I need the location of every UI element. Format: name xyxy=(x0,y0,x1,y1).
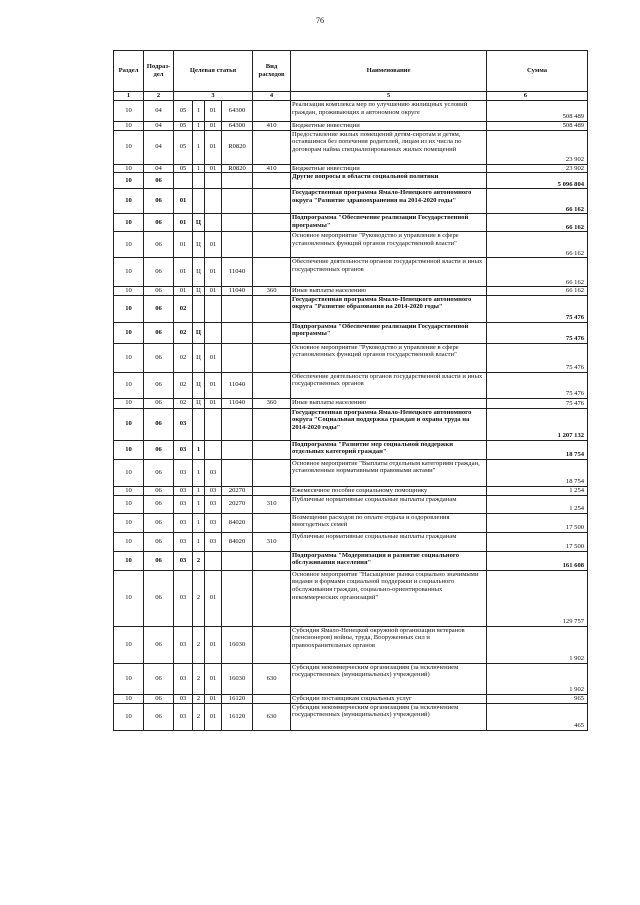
header-naimenovanie: Наименование xyxy=(291,51,487,92)
cell-vid xyxy=(253,513,291,532)
table-row xyxy=(114,287,588,296)
cell-razdel: 10 xyxy=(114,398,144,408)
cell-direction: 11040 xyxy=(222,398,253,408)
cell-naimenovanie: Публичные нормативные социальные выплаты гражданам xyxy=(291,495,487,513)
cell-subprogram: 1 xyxy=(193,513,205,532)
cell-direction: R0820 xyxy=(222,164,253,173)
cell-event: 01 xyxy=(205,626,222,663)
cell-subprogram: Ц xyxy=(193,214,205,232)
cell-podrazdel: 04 xyxy=(144,164,174,173)
cell-event: 01 xyxy=(205,694,222,703)
table-row xyxy=(114,486,588,495)
cell-naimenovanie: Обеспечение деятельности органов государственной власти и иных государственных органов xyxy=(291,372,487,398)
cell-vid: 630 xyxy=(253,663,291,694)
cell-program xyxy=(174,173,193,189)
cell-vid: 310 xyxy=(253,532,291,551)
cell-subprogram: 1 xyxy=(193,122,205,131)
cell-summa: 75 476 xyxy=(487,343,588,372)
cell-razdel: 10 xyxy=(114,130,144,164)
cell-subprogram: Ц xyxy=(193,258,205,287)
cell-event xyxy=(205,408,222,440)
cell-event xyxy=(205,214,222,232)
cell-event: 01 xyxy=(205,570,222,626)
cell-razdel: 10 xyxy=(114,164,144,173)
cell-podrazdel: 06 xyxy=(144,343,174,372)
cell-summa: 66 162 xyxy=(487,189,588,214)
cell-naimenovanie: Субсидии поставщикам социальных услуг xyxy=(291,694,487,703)
budget-table xyxy=(113,50,588,731)
cell-summa: 18 754 xyxy=(487,440,588,459)
cell-podrazdel: 06 xyxy=(144,486,174,495)
cell-razdel: 10 xyxy=(114,322,144,343)
cell-direction: 64300 xyxy=(222,101,253,122)
table-row xyxy=(114,101,588,122)
cell-summa: 5 096 804 xyxy=(487,173,588,189)
cell-program: 03 xyxy=(174,532,193,551)
cell-program: 05 xyxy=(174,122,193,131)
cell-program: 05 xyxy=(174,164,193,173)
cell-naimenovanie: Публичные нормативные социальные выплаты гражданам xyxy=(291,532,487,551)
cell-vid xyxy=(253,408,291,440)
cell-naimenovanie: Бюджетные инвестиции xyxy=(291,164,487,173)
cell-subprogram: Ц xyxy=(193,372,205,398)
cell-vid xyxy=(253,626,291,663)
table-row xyxy=(114,398,588,408)
cell-subprogram xyxy=(193,173,205,189)
cell-razdel: 10 xyxy=(114,189,144,214)
cell-direction xyxy=(222,343,253,372)
cell-naimenovanie: Государственная программа Ямало-Ненецкого автономного округа "Развитие образования на 2014-2020 годы" xyxy=(291,295,487,322)
cell-naimenovanie: Подпрограмма "Развитие мер социальной поддержки отдельных категорий граждан" xyxy=(291,440,487,459)
cell-naimenovanie: Реализация комплекса мер по улучшению жилищных условий граждан, проживающих в автономном округе xyxy=(291,101,487,122)
cell-program: 03 xyxy=(174,694,193,703)
cell-program: 02 xyxy=(174,372,193,398)
cell-vid xyxy=(253,232,291,258)
cell-event xyxy=(205,189,222,214)
table-row xyxy=(114,122,588,131)
cell-vid xyxy=(253,189,291,214)
cell-vid xyxy=(253,322,291,343)
cell-razdel: 10 xyxy=(114,513,144,532)
cell-naimenovanie: Подпрограмма "Модернизация и развитие социального обслуживания населения" xyxy=(291,551,487,570)
cell-direction: 20270 xyxy=(222,495,253,513)
cell-naimenovanie: Другие вопросы в области социальной политики xyxy=(291,173,487,189)
cell-program: 03 xyxy=(174,570,193,626)
table-row xyxy=(114,408,588,440)
cell-program: 03 xyxy=(174,486,193,495)
cell-direction: 16120 xyxy=(222,694,253,703)
cell-vid: 630 xyxy=(253,703,291,730)
cell-program: 02 xyxy=(174,322,193,343)
cell-vid: 310 xyxy=(253,495,291,513)
cell-razdel: 10 xyxy=(114,486,144,495)
cell-summa: 965 xyxy=(487,694,588,703)
cell-program: 03 xyxy=(174,703,193,730)
cell-podrazdel: 06 xyxy=(144,398,174,408)
cell-summa: 23 902 xyxy=(487,164,588,173)
cell-program: 03 xyxy=(174,495,193,513)
cell-subprogram: 2 xyxy=(193,703,205,730)
cell-podrazdel: 06 xyxy=(144,287,174,296)
cell-event: 03 xyxy=(205,495,222,513)
cell-program: 03 xyxy=(174,513,193,532)
cell-subprogram: 2 xyxy=(193,663,205,694)
cell-razdel: 10 xyxy=(114,459,144,486)
cell-naimenovanie: Основное мероприятие "Выплаты отдельным категориям граждан, установленные нормативными правовыми актами" xyxy=(291,459,487,486)
cell-direction: 11040 xyxy=(222,372,253,398)
cell-vid xyxy=(253,459,291,486)
cell-summa: 1 207 132 xyxy=(487,408,588,440)
header-celevaya-statya: Целевая статья xyxy=(174,51,253,92)
table-row xyxy=(114,551,588,570)
cell-subprogram: 1 xyxy=(193,495,205,513)
cell-razdel: 10 xyxy=(114,663,144,694)
cell-summa: 66 162 xyxy=(487,258,588,287)
cell-vid xyxy=(253,486,291,495)
cell-razdel: 10 xyxy=(114,343,144,372)
cell-program: 03 xyxy=(174,626,193,663)
cell-program: 03 xyxy=(174,459,193,486)
cell-direction: R0820 xyxy=(222,130,253,164)
cell-event: 01 xyxy=(205,663,222,694)
cell-vid xyxy=(253,173,291,189)
cell-razdel: 10 xyxy=(114,440,144,459)
cell-program: 01 xyxy=(174,258,193,287)
cell-program: 01 xyxy=(174,232,193,258)
cell-event: 03 xyxy=(205,486,222,495)
cell-vid xyxy=(253,570,291,626)
header-vid-raskhodov: Вид расходов xyxy=(253,51,291,92)
cell-naimenovanie: Субсидии некоммерческим организациям (за исключением государственных (муниципальных) учреждений) xyxy=(291,663,487,694)
cell-razdel: 10 xyxy=(114,101,144,122)
cell-naimenovanie: Государственная программа Ямало-Ненецкого автономного округа "Развитие здравоохранения на 2014-2020 годы" xyxy=(291,189,487,214)
cell-subprogram xyxy=(193,189,205,214)
cell-podrazdel: 04 xyxy=(144,130,174,164)
cell-direction xyxy=(222,295,253,322)
cell-direction xyxy=(222,232,253,258)
column-number: 3 xyxy=(174,92,253,101)
cell-naimenovanie: Бюджетные инвестиции xyxy=(291,122,487,131)
table-row xyxy=(114,703,588,730)
cell-razdel: 10 xyxy=(114,258,144,287)
cell-direction: 11040 xyxy=(222,287,253,296)
cell-summa: 17 500 xyxy=(487,532,588,551)
cell-vid xyxy=(253,295,291,322)
cell-direction xyxy=(222,440,253,459)
cell-naimenovanie: Основное мероприятие "Руководство и управление в сфере установленных функций органов государственной власти" xyxy=(291,343,487,372)
cell-program: 01 xyxy=(174,214,193,232)
cell-summa: 129 757 xyxy=(487,570,588,626)
cell-subprogram: Ц xyxy=(193,322,205,343)
cell-direction: 16030 xyxy=(222,626,253,663)
cell-podrazdel: 06 xyxy=(144,372,174,398)
cell-subprogram: 1 xyxy=(193,164,205,173)
cell-direction xyxy=(222,189,253,214)
header-podrazdel: Подраз- дел xyxy=(144,51,174,92)
cell-razdel: 10 xyxy=(114,214,144,232)
cell-naimenovanie: Предоставление жилых помещений детям-сиротам и детям, оставшимся без попечения родителей, лицам из их числа по договорам найма специализированных жилых помещений xyxy=(291,130,487,164)
cell-program: 01 xyxy=(174,287,193,296)
table-row xyxy=(114,322,588,343)
table-row xyxy=(114,513,588,532)
cell-podrazdel: 06 xyxy=(144,295,174,322)
cell-podrazdel: 06 xyxy=(144,551,174,570)
column-number: 2 xyxy=(144,92,174,101)
cell-direction xyxy=(222,459,253,486)
cell-subprogram: Ц xyxy=(193,398,205,408)
cell-subprogram: 2 xyxy=(193,694,205,703)
cell-vid xyxy=(253,101,291,122)
table-row xyxy=(114,440,588,459)
cell-event: 01 xyxy=(205,703,222,730)
header-razdel: Раздел xyxy=(114,51,144,92)
cell-summa: 75 476 xyxy=(487,372,588,398)
cell-direction: 84020 xyxy=(222,513,253,532)
cell-vid: 410 xyxy=(253,164,291,173)
table-row xyxy=(114,372,588,398)
cell-subprogram: 2 xyxy=(193,570,205,626)
cell-direction xyxy=(222,322,253,343)
table-row xyxy=(114,570,588,626)
table-row xyxy=(114,164,588,173)
cell-naimenovanie: Подпрограмма "Обеспечение реализации Государственной программы" xyxy=(291,214,487,232)
cell-direction xyxy=(222,173,253,189)
cell-event: 01 xyxy=(205,122,222,131)
cell-summa: 75 476 xyxy=(487,322,588,343)
table-row xyxy=(114,232,588,258)
cell-event: 01 xyxy=(205,372,222,398)
table-row xyxy=(114,214,588,232)
cell-direction: 64300 xyxy=(222,122,253,131)
cell-summa: 66 162 xyxy=(487,287,588,296)
cell-vid xyxy=(253,440,291,459)
cell-naimenovanie: Основное мероприятие "Насыщение рынка социально значимыми видами и формами социальной поддержки и социального обслуживания граждан, социально-ориентированных некоммерческих организаций" xyxy=(291,570,487,626)
table-row xyxy=(114,663,588,694)
cell-summa: 1 902 xyxy=(487,663,588,694)
cell-program: 02 xyxy=(174,398,193,408)
cell-naimenovanie: Основное мероприятие "Руководство и управление в сфере установленных функций органов государственной власти" xyxy=(291,232,487,258)
cell-program: 02 xyxy=(174,343,193,372)
cell-event: 01 xyxy=(205,287,222,296)
cell-vid xyxy=(253,130,291,164)
table-row xyxy=(114,532,588,551)
cell-program: 03 xyxy=(174,440,193,459)
cell-summa: 66 162 xyxy=(487,214,588,232)
cell-vid xyxy=(253,343,291,372)
cell-razdel: 10 xyxy=(114,372,144,398)
cell-summa: 1 254 xyxy=(487,495,588,513)
cell-razdel: 10 xyxy=(114,287,144,296)
cell-naimenovanie: Государственная программа Ямало-Ненецкого автономного округа "Социальная поддержка граждан и охрана труда на 2014-2020 годы" xyxy=(291,408,487,440)
cell-vid xyxy=(253,258,291,287)
cell-podrazdel: 04 xyxy=(144,101,174,122)
cell-vid: 360 xyxy=(253,287,291,296)
cell-direction: 16120 xyxy=(222,703,253,730)
cell-direction xyxy=(222,570,253,626)
cell-podrazdel: 06 xyxy=(144,258,174,287)
cell-podrazdel: 06 xyxy=(144,495,174,513)
cell-event: 03 xyxy=(205,513,222,532)
cell-subprogram: Ц xyxy=(193,232,205,258)
table-row xyxy=(114,626,588,663)
cell-subprogram: 1 xyxy=(193,459,205,486)
cell-podrazdel: 06 xyxy=(144,513,174,532)
cell-event xyxy=(205,322,222,343)
table-row xyxy=(114,189,588,214)
cell-program: 03 xyxy=(174,551,193,570)
table-row xyxy=(114,130,588,164)
cell-naimenovanie: Подпрограмма "Обеспечение реализации Государственной программы" xyxy=(291,322,487,343)
column-number: 6 xyxy=(487,92,588,101)
cell-summa: 17 500 xyxy=(487,513,588,532)
cell-subprogram xyxy=(193,408,205,440)
cell-podrazdel: 06 xyxy=(144,694,174,703)
cell-podrazdel: 06 xyxy=(144,440,174,459)
cell-event xyxy=(205,295,222,322)
cell-podrazdel: 06 xyxy=(144,459,174,486)
cell-razdel: 10 xyxy=(114,570,144,626)
cell-vid xyxy=(253,694,291,703)
cell-direction xyxy=(222,408,253,440)
cell-event: 03 xyxy=(205,532,222,551)
cell-podrazdel: 06 xyxy=(144,408,174,440)
cell-vid xyxy=(253,551,291,570)
page-number: 76 xyxy=(316,16,324,25)
cell-subprogram: Ц xyxy=(193,343,205,372)
cell-event: 03 xyxy=(205,459,222,486)
cell-direction xyxy=(222,551,253,570)
cell-razdel: 10 xyxy=(114,495,144,513)
cell-summa: 18 754 xyxy=(487,459,588,486)
cell-subprogram: 1 xyxy=(193,440,205,459)
cell-program: 02 xyxy=(174,295,193,322)
cell-summa: 1 902 xyxy=(487,626,588,663)
cell-subprogram: 1 xyxy=(193,486,205,495)
cell-razdel: 10 xyxy=(114,703,144,730)
cell-razdel: 10 xyxy=(114,232,144,258)
cell-direction: 20270 xyxy=(222,486,253,495)
cell-event: 01 xyxy=(205,398,222,408)
cell-summa: 75 476 xyxy=(487,398,588,408)
cell-podrazdel: 06 xyxy=(144,626,174,663)
cell-subprogram: 2 xyxy=(193,626,205,663)
cell-naimenovanie: Ежемесячное пособие социальному помощнику xyxy=(291,486,487,495)
cell-razdel: 10 xyxy=(114,626,144,663)
cell-subprogram: 1 xyxy=(193,101,205,122)
cell-podrazdel: 06 xyxy=(144,570,174,626)
cell-event: 01 xyxy=(205,232,222,258)
cell-event: 01 xyxy=(205,130,222,164)
table-row xyxy=(114,495,588,513)
table-row xyxy=(114,173,588,189)
column-number: 4 xyxy=(253,92,291,101)
cell-summa: 1 254 xyxy=(487,486,588,495)
table-row xyxy=(114,343,588,372)
column-number-row xyxy=(114,92,588,101)
cell-razdel: 10 xyxy=(114,694,144,703)
cell-event: 01 xyxy=(205,164,222,173)
cell-direction: 84020 xyxy=(222,532,253,551)
cell-podrazdel: 06 xyxy=(144,173,174,189)
cell-naimenovanie: Субсидия Ямало-Ненецкой окружной организации ветеранов (пенсионеров) войны, труда, Вооруженных сил и правоохранительных органов xyxy=(291,626,487,663)
column-number: 1 xyxy=(114,92,144,101)
cell-naimenovanie: Субсидии некоммерческим организациям (за исключением государственных (муниципальных) учреждений) xyxy=(291,703,487,730)
cell-podrazdel: 06 xyxy=(144,232,174,258)
cell-subprogram: 1 xyxy=(193,130,205,164)
cell-subprogram xyxy=(193,295,205,322)
table-row xyxy=(114,694,588,703)
cell-program: 01 xyxy=(174,189,193,214)
cell-podrazdel: 06 xyxy=(144,214,174,232)
cell-program: 05 xyxy=(174,101,193,122)
cell-direction xyxy=(222,214,253,232)
header-row xyxy=(114,51,588,92)
cell-subprogram: Ц xyxy=(193,287,205,296)
header-summa: Сумма xyxy=(487,51,588,92)
cell-summa: 465 xyxy=(487,703,588,730)
cell-direction: 16030 xyxy=(222,663,253,694)
cell-razdel: 10 xyxy=(114,122,144,131)
cell-vid: 360 xyxy=(253,398,291,408)
cell-program: 03 xyxy=(174,663,193,694)
cell-vid: 410 xyxy=(253,122,291,131)
table-row xyxy=(114,295,588,322)
cell-summa: 161 608 xyxy=(487,551,588,570)
cell-summa: 75 476 xyxy=(487,295,588,322)
cell-podrazdel: 04 xyxy=(144,122,174,131)
cell-direction: 11040 xyxy=(222,258,253,287)
cell-summa: 66 162 xyxy=(487,232,588,258)
cell-summa: 23 902 xyxy=(487,130,588,164)
cell-event xyxy=(205,440,222,459)
cell-razdel: 10 xyxy=(114,295,144,322)
cell-event: 01 xyxy=(205,101,222,122)
cell-event: 01 xyxy=(205,343,222,372)
cell-naimenovanie: Возмещение расходов по оплате отдыха и оздоровления многодетных семей xyxy=(291,513,487,532)
cell-program: 03 xyxy=(174,408,193,440)
table-row xyxy=(114,459,588,486)
cell-razdel: 10 xyxy=(114,532,144,551)
cell-naimenovanie: Иные выплаты населению xyxy=(291,287,487,296)
cell-razdel: 10 xyxy=(114,408,144,440)
cell-naimenovanie: Обеспечение деятельности органов государственной власти и иных государственных органов xyxy=(291,258,487,287)
cell-podrazdel: 06 xyxy=(144,532,174,551)
cell-naimenovanie: Иные выплаты населению xyxy=(291,398,487,408)
cell-razdel: 10 xyxy=(114,173,144,189)
cell-summa: 508 489 xyxy=(487,101,588,122)
cell-event xyxy=(205,551,222,570)
cell-vid xyxy=(253,372,291,398)
cell-subprogram: 2 xyxy=(193,551,205,570)
cell-podrazdel: 06 xyxy=(144,703,174,730)
column-number: 5 xyxy=(291,92,487,101)
table-row xyxy=(114,258,588,287)
cell-event xyxy=(205,173,222,189)
cell-summa: 508 489 xyxy=(487,122,588,131)
cell-program: 05 xyxy=(174,130,193,164)
cell-vid xyxy=(253,214,291,232)
cell-podrazdel: 06 xyxy=(144,322,174,343)
cell-podrazdel: 06 xyxy=(144,663,174,694)
cell-subprogram: 1 xyxy=(193,532,205,551)
cell-razdel: 10 xyxy=(114,551,144,570)
cell-event: 01 xyxy=(205,258,222,287)
cell-podrazdel: 06 xyxy=(144,189,174,214)
